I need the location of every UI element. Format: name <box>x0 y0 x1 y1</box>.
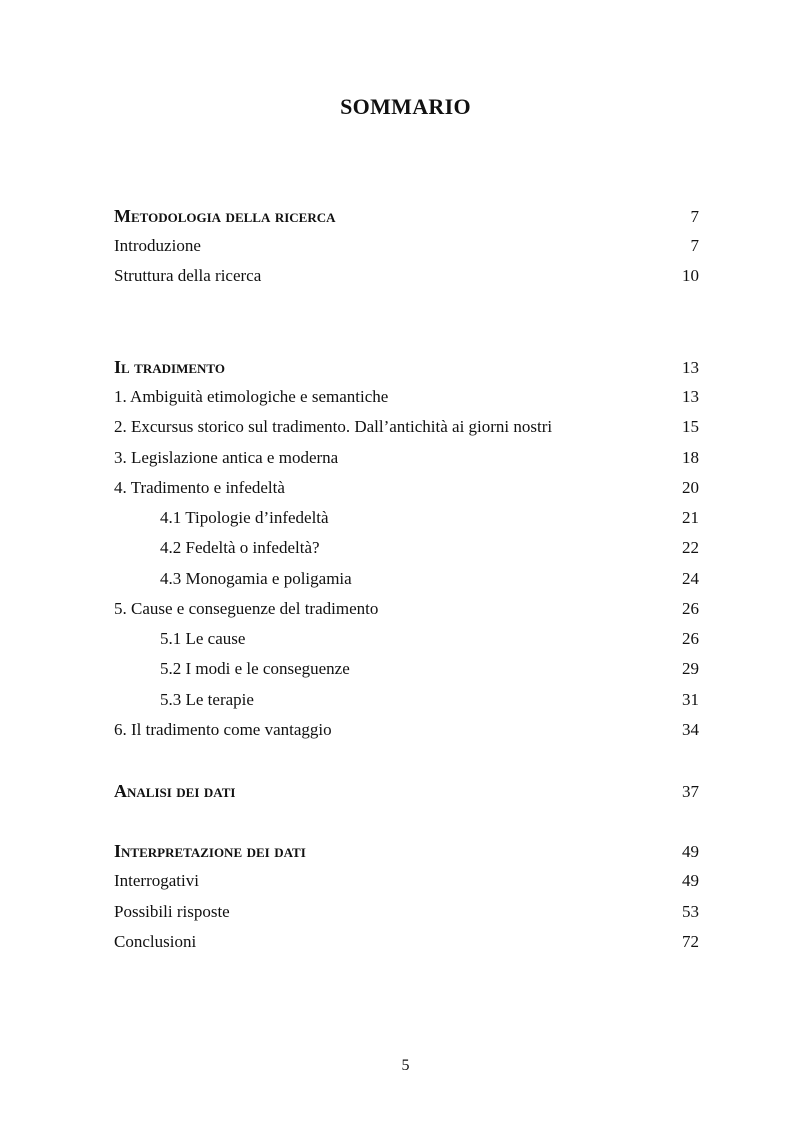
toc-entry-label: Introduzione <box>114 236 201 255</box>
toc-subentry[interactable] <box>114 659 699 683</box>
toc-entry-label: 5.2 I modi e le conseguenze <box>160 659 350 678</box>
toc-page-number: 15 <box>682 417 699 436</box>
toc-entry[interactable] <box>114 902 699 926</box>
toc-page-number: 21 <box>682 508 699 527</box>
toc-entry[interactable] <box>114 932 699 956</box>
toc-page-number: 13 <box>682 358 699 377</box>
toc-page-number: 7 <box>690 236 699 255</box>
toc-page-number: 29 <box>682 659 699 678</box>
toc-entry-label: 1. Ambiguità etimologiche e semantiche <box>114 387 389 406</box>
toc-subentry[interactable] <box>114 569 699 593</box>
toc-page-number: 31 <box>682 690 699 709</box>
toc-section-title: Il tradimento <box>114 357 225 377</box>
toc-entry-label: 4.2 Fedeltà o infedeltà? <box>160 538 320 557</box>
toc-entry-label: 5.3 Le terapie <box>160 690 254 709</box>
toc-page-number: 20 <box>682 478 699 497</box>
toc-page-number: 10 <box>682 266 699 285</box>
toc-section-interpretazione[interactable] <box>114 841 699 865</box>
toc-entry[interactable] <box>114 478 699 502</box>
toc-subentry[interactable] <box>114 508 699 532</box>
toc-entry[interactable] <box>114 599 699 623</box>
toc-entry[interactable] <box>114 871 699 895</box>
toc-entry-label: 3. Legislazione antica e moderna <box>114 448 339 467</box>
toc-entry[interactable] <box>114 448 699 472</box>
toc-entry-label: 6. Il tradimento come vantaggio <box>114 720 332 739</box>
toc-entry-label: Struttura della ricerca <box>114 266 262 285</box>
toc-entry[interactable] <box>114 266 699 290</box>
toc-page-number: 18 <box>682 448 699 467</box>
toc-page-number: 49 <box>682 842 699 861</box>
toc-entry[interactable] <box>114 387 699 411</box>
toc-page-number: 7 <box>690 207 699 226</box>
toc-page-number: 22 <box>682 538 699 557</box>
toc-section-analisi[interactable] <box>114 781 699 805</box>
page-number: 5 <box>401 1057 410 1074</box>
toc-section-tradimento[interactable] <box>114 357 699 381</box>
toc-subentry[interactable] <box>114 629 699 653</box>
toc-entry-label: 2. Excursus storico sul tradimento. Dall’antichità ai giorni nostri <box>114 417 553 436</box>
toc-section-title: Metodologia della ricerca <box>114 206 336 226</box>
toc-entry-label: 4.3 Monogamia e poligamia <box>160 569 352 588</box>
toc-page-number: 24 <box>682 569 699 588</box>
toc-entry[interactable] <box>114 720 699 744</box>
toc-page-number: 49 <box>682 871 699 890</box>
toc-entry[interactable] <box>114 417 699 441</box>
toc-entry-label: Possibili risposte <box>114 902 230 921</box>
toc-entry-label: 5.1 Le cause <box>160 629 246 648</box>
toc-page-number: 37 <box>682 782 699 801</box>
toc-entry-label: 4.1 Tipologie d’infedeltà <box>160 508 329 527</box>
toc-page-number: 72 <box>682 932 699 951</box>
toc-section-metodologia[interactable] <box>114 206 699 230</box>
toc-entry-label: Conclusioni <box>114 932 197 951</box>
toc-subentry[interactable] <box>114 538 699 562</box>
toc-entry-label: 5. Cause e conseguenze del tradimento <box>114 599 379 618</box>
toc-page-number: 34 <box>682 720 699 739</box>
toc-page-number: 53 <box>682 902 699 921</box>
toc-page-number: 26 <box>682 599 699 618</box>
toc-entry-label: 4. Tradimento e infedeltà <box>114 478 285 497</box>
toc-entry[interactable] <box>114 236 699 260</box>
toc-page-number: 26 <box>682 629 699 648</box>
toc-page-number: 13 <box>682 387 699 406</box>
toc-entry-label: Interrogativi <box>114 871 199 890</box>
toc-section-title: Analisi dei dati <box>114 781 236 801</box>
toc-subentry[interactable] <box>114 690 699 714</box>
page-title: SOMMARIO <box>340 94 471 119</box>
toc-section-title: Interpretazione dei dati <box>114 841 306 861</box>
